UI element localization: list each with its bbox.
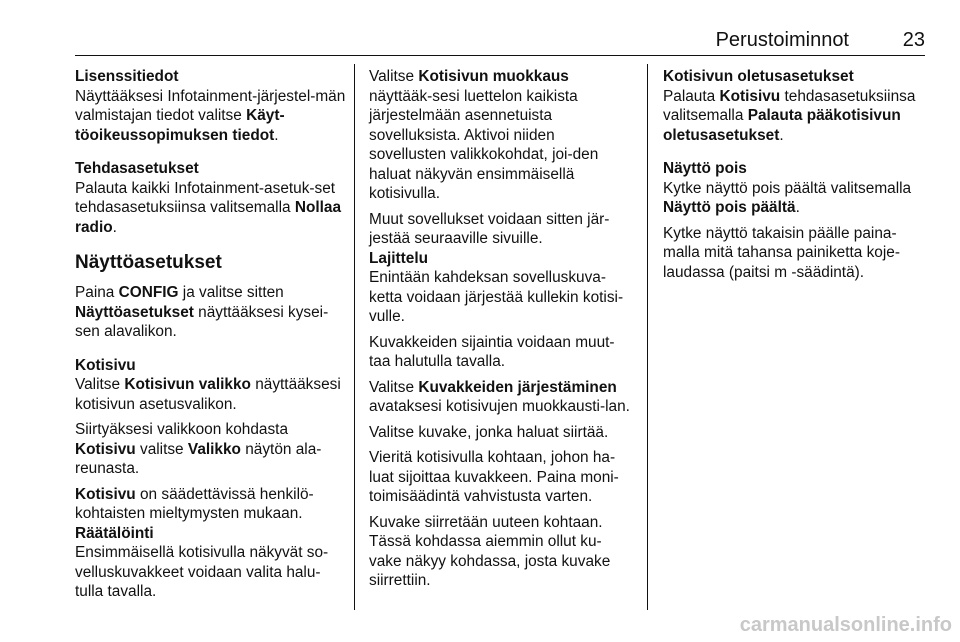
paragraph-muut-sovellukset: Muut sovellukset voidaan sitten jär-jestää seuraaville sivuille. xyxy=(369,210,610,247)
section-title-lisenssitiedot: Lisenssitiedot xyxy=(75,68,179,85)
text: tehdasasetuksiinsa valitsemalla xyxy=(663,87,916,124)
paragraph-siirtyaksesi xyxy=(75,420,347,479)
text: Kytke näyttö takaisin päälle paina-malla mitä tahansa painiketta koje-laudassa (paitsi xyxy=(663,224,900,281)
bold-term: Näyttö pois päältä xyxy=(663,199,796,216)
text: . xyxy=(274,126,279,144)
text: . xyxy=(779,126,784,144)
bold-term: Valikko xyxy=(187,440,241,458)
paragraph-nayttoasetukset xyxy=(75,283,347,342)
column-3 xyxy=(663,67,931,282)
section-title-kotisivu: Kotisivu xyxy=(75,356,136,374)
bold-term: CONFIG xyxy=(118,284,179,301)
paragraph-kytke-takaisin xyxy=(663,224,931,283)
section-title-tehdasasetukset: Tehdasasetukset xyxy=(75,160,199,177)
text: Paina xyxy=(75,284,119,301)
text: Palauta xyxy=(663,87,720,105)
paragraph-oletusasetukset xyxy=(663,87,931,146)
bold-term: Palauta pääkotisivun oletusasetukset xyxy=(663,107,901,144)
section-title-oletusasetukset: Kotisivun oletusasetukset xyxy=(663,68,854,85)
column-2 xyxy=(369,67,631,591)
bold-term: Kotisivun valikko xyxy=(124,376,251,393)
paragraph-naytto-pois xyxy=(663,179,931,218)
paragraph-tehdasasetukset xyxy=(75,179,347,238)
bold-term: Kotisivu xyxy=(719,87,781,105)
text: näyttääk-sesi luettelon kaikista järjestelmään asennetuista sovelluksista. Aktivoi niiden sovellusten valikkokohdat, joi-den haluat näkyvän ensimmäisellä kotisivulla. xyxy=(369,87,599,202)
text: on säädettävissä henkilö-kohtaisten mieltymysten mukaan. xyxy=(75,485,314,522)
text: ja valitse sitten xyxy=(178,284,284,301)
paragraph-lisenssitiedot xyxy=(75,87,347,146)
column-divider-1 xyxy=(354,64,355,610)
text: Kytke näyttö pois päältä valitsemalla xyxy=(663,179,912,197)
bold-term: Käyt-töoikeussopimuksen tiedot xyxy=(75,107,285,144)
column-divider-2 xyxy=(647,64,648,610)
bold-term: Kotisivu xyxy=(75,440,136,458)
text: näyttääksesi kotisivun asetusvalikon. xyxy=(75,376,341,413)
section-title-lajittelu: Lajittelu xyxy=(369,249,428,267)
paragraph-kotisivun-muokkaus xyxy=(369,67,631,204)
text: Palauta kaikki Infotainment-asetuk-set tehdasasetuksiinsa valitsemalla xyxy=(75,179,336,216)
paragraph-kotisivu xyxy=(75,375,347,414)
text: Valitse xyxy=(369,68,419,85)
text: avataksesi kotisivujen muokkausti-lan. xyxy=(369,398,630,415)
paragraph-saadettavissa xyxy=(75,485,347,524)
text: Näyttääksesi Infotainment-järjestel-män valmistajan tiedot valitse xyxy=(75,87,346,124)
power-knob-icon: m xyxy=(774,263,788,281)
text: . xyxy=(795,199,800,216)
bold-term: Kuvakkeiden järjestäminen xyxy=(418,378,617,396)
paragraph-vierita: Vieritä kotisivulla kohtaan, johon ha-luat sijoittaa kuvakkeen. Paina moni-toimisäädintä vahvistusta varten. xyxy=(369,449,619,505)
text: näyttääksesi kysei-sen alavalikon. xyxy=(75,303,329,340)
header-rule xyxy=(75,55,925,56)
section-title-raatalointi: Räätälöinti xyxy=(75,524,154,542)
text: . xyxy=(112,218,117,236)
watermark: carmanualsonline.info xyxy=(739,614,952,636)
section-title-naytto-pois: Näyttö pois xyxy=(663,160,747,177)
bold-term: Näyttöasetukset xyxy=(75,303,194,321)
text: Valitse xyxy=(369,378,419,396)
page-header xyxy=(75,28,925,56)
paragraph-valitse-kuvake: Valitse kuvake, jonka haluat siirtää. xyxy=(369,423,609,441)
paragraph-kuvakkeiden-sijainti: Kuvakkeiden sijaintia voidaan muut-taa halutulla tavalla. xyxy=(369,333,615,370)
text: valitse xyxy=(135,440,188,458)
paragraph-kuvake-siirretaan: Kuvake siirretään uuteen kohtaan. Tässä kohdassa aiemmin ollut ku-vake näkyy kohdassa, josta kuvake siirrettiin. xyxy=(369,513,611,589)
paragraph-kuvakkeiden-jarjestaminen xyxy=(369,378,631,417)
text: Siirtyäksesi valikkoon kohdasta xyxy=(75,421,289,438)
paragraph-raatalointi: Ensimmäisellä kotisivulla näkyvät so-velluskuvakkeet voidaan valita halu-tulla tavalla. xyxy=(75,544,329,600)
header-title: Perustoiminnot xyxy=(715,29,849,51)
text: näytön ala-reunasta. xyxy=(75,440,322,477)
bold-term: Kotisivun muokkaus xyxy=(418,68,569,85)
text: Valitse xyxy=(75,376,125,393)
text: -säädintä). xyxy=(787,263,865,281)
bold-term: Nollaa radio xyxy=(75,199,342,236)
page-number: 23 xyxy=(902,29,925,51)
paragraph-lajittelu: Enintään kahdeksan sovelluskuva-ketta voidaan järjestää kullekin kotisi-vulle. xyxy=(369,269,624,325)
column-1 xyxy=(75,67,347,602)
section-heading-nayttoasetukset: Näyttöasetukset xyxy=(75,252,222,273)
bold-term: Kotisivu xyxy=(75,485,136,503)
